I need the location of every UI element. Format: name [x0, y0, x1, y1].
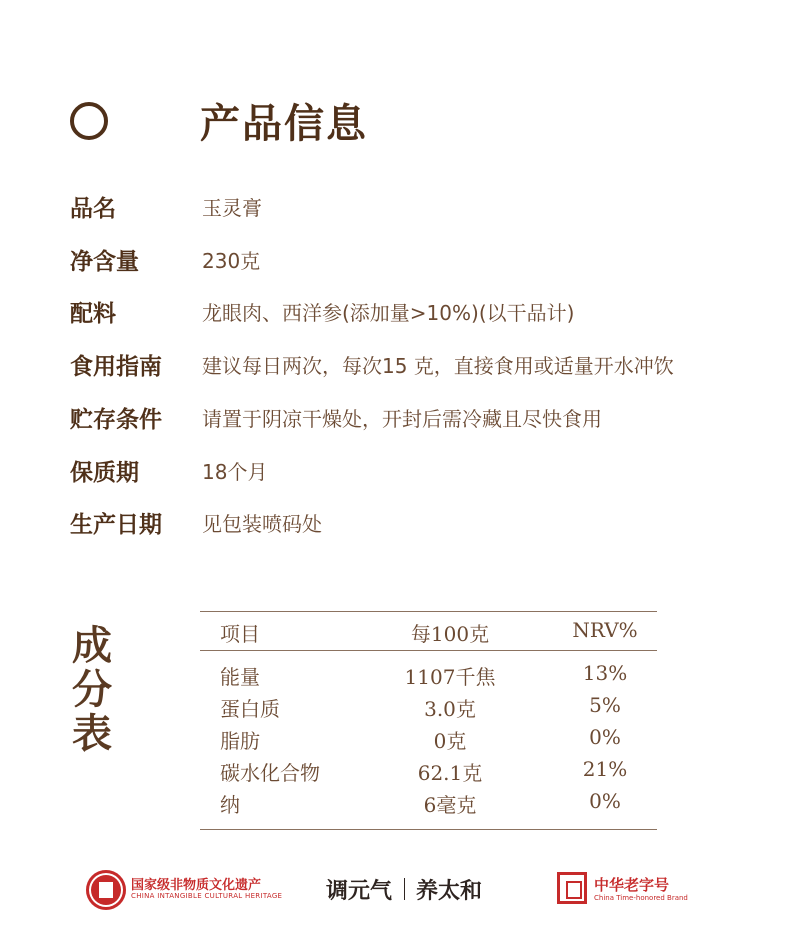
heritage-label-cn: 国家级非物质文化遗产 — [131, 878, 262, 893]
nutrient-nrv: 5% — [589, 693, 621, 717]
nutrient-nrv: 0% — [589, 725, 621, 749]
nutrition-title — [68, 624, 116, 756]
nutrient-name: 纳 — [220, 793, 240, 817]
nutrition-table — [200, 611, 657, 830]
laozihao-label-cn: 中华老字号 — [594, 876, 670, 894]
info-label: 品名 — [70, 196, 116, 222]
info-row-storage — [0, 401, 789, 441]
nutrient-amount: 0克 — [433, 729, 467, 753]
nutrient-name: 碳水化合物 — [220, 761, 320, 785]
table-row — [200, 755, 657, 787]
info-label: 净含量 — [70, 249, 139, 275]
nutrition-table-header — [200, 612, 657, 651]
header-nrv: NRV% — [572, 618, 638, 642]
table-row — [200, 691, 657, 723]
info-label: 保质期 — [70, 460, 139, 486]
nutrient-name: 脂肪 — [220, 729, 260, 753]
nutrition-title-char: 分 — [72, 666, 112, 713]
nutrient-amount: 3.0克 — [424, 697, 476, 721]
info-value: 见包装喷码处 — [202, 512, 322, 536]
nutrition-title-char: 表 — [72, 710, 112, 757]
laozihao-logo-icon — [557, 872, 587, 904]
info-row-production-date — [0, 506, 789, 546]
heritage-label-en: CHINA INTANGIBLE CULTURAL HERITAGE — [131, 892, 283, 900]
brand-slogan-right: 养太和 — [416, 878, 483, 904]
page-title: 产品信息 — [200, 101, 368, 147]
header-per-100g: 每100克 — [410, 622, 490, 646]
seal-inner-shape — [99, 882, 113, 898]
info-row-name — [0, 190, 789, 230]
header-item: 项目 — [220, 622, 260, 646]
info-value: 建议每日两次，每次15 克，直接食用或适量开水冲饮 — [202, 354, 674, 378]
brand-slogan-left: 调元气 — [326, 878, 393, 904]
nutrient-amount: 6毫克 — [423, 793, 477, 817]
nutrient-nrv: 0% — [589, 789, 621, 813]
nutrition-table-body — [200, 651, 657, 829]
circle-icon — [70, 102, 108, 140]
info-row-ingredients — [0, 295, 789, 335]
table-row — [200, 787, 657, 819]
nutrient-name: 蛋白质 — [220, 697, 280, 721]
heritage-seal-icon — [86, 870, 126, 910]
info-row-net-weight — [0, 243, 789, 283]
info-label: 贮存条件 — [70, 407, 162, 433]
info-label: 生产日期 — [70, 512, 162, 538]
info-label: 配料 — [70, 301, 116, 327]
info-value: 18个月 — [202, 460, 268, 484]
table-row — [200, 659, 657, 691]
nutrient-nrv: 13% — [582, 661, 628, 685]
footer-logos — [0, 862, 789, 922]
laozihao-label-en: China Time-honored Brand — [594, 894, 688, 902]
brand-divider — [404, 878, 405, 900]
info-value: 请置于阴凉干燥处，开封后需冷藏且尽快食用 — [202, 407, 602, 431]
info-row-usage — [0, 348, 789, 388]
nutrient-amount: 1107千焦 — [404, 665, 496, 689]
table-row — [200, 723, 657, 755]
nutrient-nrv: 21% — [582, 757, 628, 781]
info-value: 230克 — [202, 249, 261, 273]
nutrient-amount: 62.1克 — [417, 761, 483, 785]
nutrition-title-char: 成 — [72, 622, 112, 669]
nutrient-name: 能量 — [220, 665, 260, 689]
info-label: 食用指南 — [70, 354, 162, 380]
info-value: 龙眼肉、西洋参(添加量>10%)(以干品计) — [202, 301, 575, 325]
info-row-shelf-life — [0, 454, 789, 494]
info-value: 玉灵膏 — [202, 196, 262, 220]
